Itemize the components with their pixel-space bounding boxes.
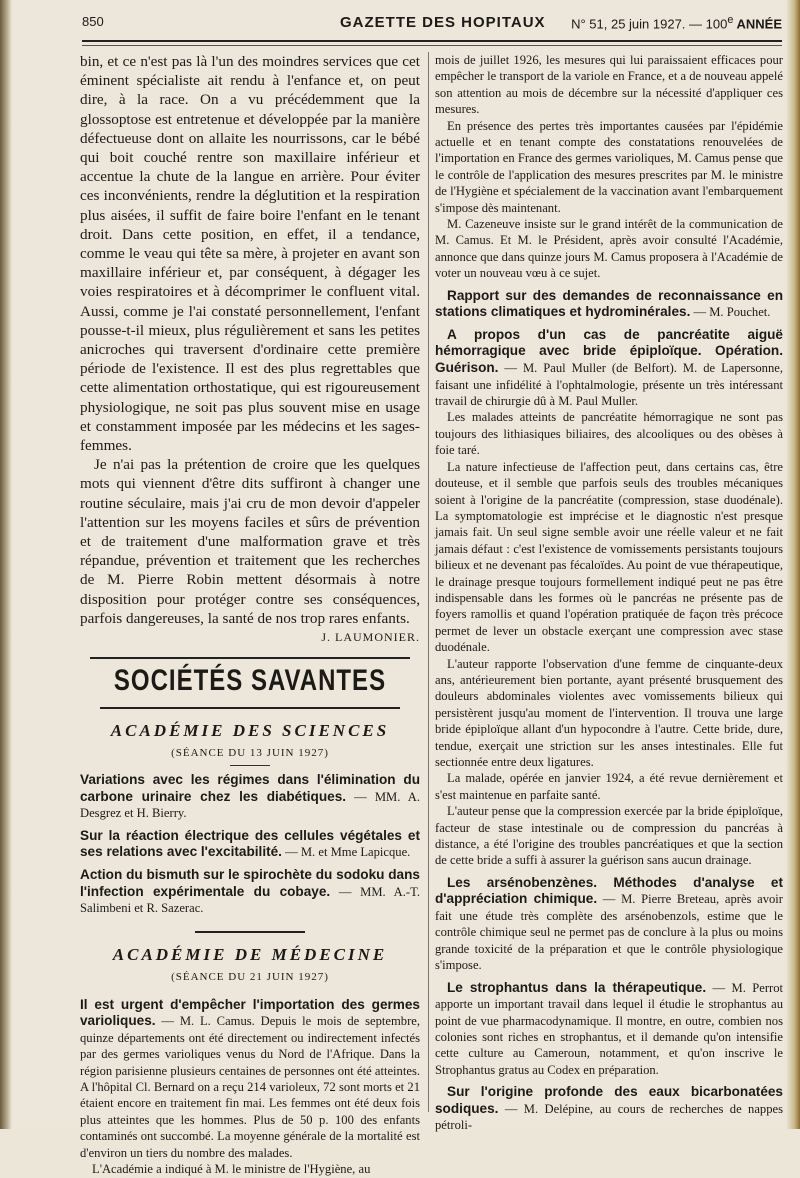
section-rule — [100, 707, 400, 709]
header-rule — [82, 40, 782, 42]
paragraph: En présence des pertes très importantes causées par l'épidémie actuelle et en tenant compte des constatations renouvelées de l'importation en France des germes varioliques, M. Camus pense que le contrôle de l'application des mesures prescrites par M. le ministre de l'Hygiène et spécialement de la vaccination avant l'embarquement s'impose dès maintenant. — [435, 118, 783, 215]
report-title: A propos d'un cas de pancréatite aiguë hémorragique avec bride épiploïque. Opération. Guérison. — [435, 326, 783, 376]
section-heading — [80, 663, 420, 698]
sciences-reports — [80, 772, 420, 916]
header-rule-thin — [82, 45, 782, 46]
paragraph: La malade, opérée en janvier 1924, a été revue dernièrement et s'est maintenue en parfaite santé. — [435, 771, 783, 802]
academy-heading: ACADÉMIE DE MÉDECINE — [112, 944, 388, 964]
report-title: Variations avec les régimes dans l'élimination du carbone urinaire chez les diabétiques. — [80, 772, 420, 804]
paragraph: Les malades atteints de pancréatite hémorragique ne sont pas toujours des lithiasiques biliaires, des alcooliques ou des obèses à foie taré. — [435, 410, 783, 458]
session-date: (SÉANCE DU 13 JUIN 1927) — [171, 747, 329, 760]
paragraph: M. Cazeneuve insiste sur le grand intérêt de la communication de M. Camus. Et M. le Président, après avoir consulté l'Académie, annonce que dans quinze jours M. Camus proposera à l'Académie de voter un nouveau vœu à ce sujet. — [435, 217, 783, 281]
medecine-reports — [80, 997, 420, 1178]
column-divider — [428, 52, 429, 1112]
journal-title: GAZETTE DES HOPITAUX — [340, 14, 546, 31]
paragraph: Je n'ai pas la prétention de croire que les quelques mots qui viennent d'être dits suffiront à changer une routine séculaire, mais j'ai cru de mon devoir d'appeler l'attention sur les moyens faciles et sûrs de prévention et de traitement d'une malformation grave et très répandue, prévention et traitement que les recherches de M. Pierre Robin mettent désormais à notre disposition pour protéger contre ses conséquences, parfois dangereuses, la santé de nos trop rares enfants. — [80, 456, 420, 627]
report-authors: — M. Pouchet. — [690, 305, 771, 320]
running-header — [82, 10, 782, 38]
report-authors: — MM. A. Desgrez et H. Bierry. — [80, 789, 420, 821]
book-spine-shadow — [0, 0, 12, 1129]
divider — [230, 765, 270, 766]
report-authors: — M. et Mme Lapicque. — [281, 845, 411, 860]
report-authors: — MM. A.-T. Salimbeni et R. Sazerac. — [80, 884, 420, 916]
report-title: Rapport sur des demandes de reconnaissance en stations climatiques et hydrominérales. — [435, 287, 783, 320]
issue-date: N° 51, 25 juin 1927. — 100 — [571, 16, 728, 32]
report-text: — M. Paul Muller (de Belfort). M. de Lapersonne, faisant une infidélité à l'ophtalmologie, présente un très intéressant travail de chirurgie dû à M. Paul Muller. — [435, 361, 783, 409]
report-text: — M. Perrot apporte un important travail dans lequel il étudie le strophantus au point de vue pharmacodynamique. Il montre, en outre, combien nos colonies sont riches en strophantus, et il demande qu'on intensifie cette culture au Cameroun, notamment, et qu'on inscrive le Strophantus gratus au Codex en préparation. — [435, 980, 784, 1077]
right-column — [435, 52, 783, 1134]
issue-info — [571, 14, 782, 31]
issue-sup: e — [727, 14, 734, 26]
signature: J. LAUMONIER. — [321, 630, 420, 645]
page-edge — [786, 0, 800, 1129]
report-title: Action du bismuth sur le spirochète du sodoku dans l'infection expérimentale du cobaye. — [80, 867, 420, 899]
report-title: Sur la réaction électrique des cellules végétales et ses relations avec l'excitabilité. — [80, 827, 420, 860]
page-number: 850 — [82, 14, 104, 29]
report-text: — M. L. Camus. Depuis le mois de septembre, quinze départements ont été directement ou indirectement infectés par des germes varioliques venus du Nord de l'Afrique. Dans la région parisienne plusieurs centaines de personnes ont été atteintes. A l'hôpital Cl. Bernard on a reçu 214 varioleux, 72 sont morts et 21 étaient encore en traitement fin mai. Les femmes ont été deux fois plus atteintes que les hommes. Plus de 50 p. 100 des enfants contaminés ont succombé. La moyenne générale de la mortalité est d'environ un tiers du nombre des malades. — [80, 1014, 420, 1160]
societes-savantes-title: SOCIÉTÉS SAVANTES — [113, 663, 387, 698]
paragraph: bin, et ce n'est pas là l'un des moindres services que cet éminent spécialiste ait rendu à l'enfance et, on peut dire, à la race. On a vu précédemment que la glossoptose est entretenue et développée par la manière défectueuse dont on allaite les nourrissons, car le bébé qui boit couché rentre son maxillaire inférieur et accentue la chute de la langue en arrière. Pour éviter ces inconvénients, rendre la déglutition et la respiration plus aisées, il suffit de faire boire l'enfant en le tenant droit. Dans cette position, en effet, il a tendance, comme le veau qui tête sa mère, à projeter en avant son maxillaire inférieur et, par conséquent, à dégager les voies respiratoires et à décomprimer le confluent vital. Aussi, comme je l'ai constaté personnellement, l'enfant pousse-t-il mieux, plus régulièrement et sans les petites anicroches qui traversent d'ordinaire cette première période de l'existence. Il est des plus regrettables que cette alimentation orthostatique, qui est rigoureusement physiologique, ne soit pas plus souvent mise en usage et constamment imposée par les médecins et les sages-femmes. — [80, 53, 420, 455]
academy-heading: ACADÉMIE DES SCIENCES — [110, 721, 390, 741]
report-text: — M. Delépine, au cours de recherches de nappes pétroli- — [435, 1101, 783, 1133]
report-title: Les arsénobenzènes. Méthodes d'analyse et d'appréciation chimique. — [435, 874, 783, 907]
article-laumonier — [80, 52, 420, 647]
report-title: Sur l'origine profonde des eaux bicarbonatées sodiques. — [435, 1084, 783, 1116]
paragraph: L'auteur pense que la compression exercée par la bride épiploïque, facteur de stase intestinale ou de compression du pancréas à distance, a été l'origine des troubles pancréatiques et que la section de cette bride a suffi à assurer la guérison sans aucun drainage. — [435, 804, 783, 868]
paragraph: mois de juillet 1926, les mesures qui lui paraissaient efficaces pour empêcher le transport de la variole en France, et a de nouveau appelé son attention au mois de décembre sur la nécessité d'appliquer ces mesures. — [435, 53, 783, 117]
report-title: Il est urgent d'empêcher l'importation des germes varioliques. — [80, 996, 420, 1029]
section-rule — [90, 657, 410, 659]
session-date: (SÉANCE DU 21 JUIN 1927) — [171, 970, 329, 983]
paragraph: L'Académie a indiqué à M. le ministre de l'Hygiène, au — [92, 1162, 371, 1177]
divider — [195, 931, 305, 933]
report-text: — M. Pierre Breteau, après avoir fait une étude très complète des arsénobenzols, estime que le contrôle chimique seul ne permet pas de conclure à la plus ou moins grande toxicité de la préparation et que le contrôle physiologique s'impose. — [435, 892, 783, 973]
left-column — [80, 52, 420, 1178]
issue-year: ANNÉE — [733, 16, 782, 32]
paragraph: La nature infectieuse de l'affection peut, dans certains cas, être douteuse, et il semble que parfois seuls des troubles mécaniques soient à l'origine de la pancréatite (compression, stase duodénale). La symptomatologie est imprécise et le diagnostic n'est presque jamais fait. Un seul signe semble avoir une réelle valeur et ne fait jamais défaut : c'est l'existence de vomissements persistants toujours bilieux et ne devenant pas fécaloïdes. Au point de vue thérapeutique, le drainage presque toujours formellement indiqué peut ne pas être indispensable dans les formes où le pancréas ne présente pas de foyers ramollis et quand l'opération pratiquée de façon très précoce permet de lever un obstacle exerçant une compression avec stase duodénale. — [435, 459, 783, 655]
report-title: Le strophantus dans la thérapeutique. — [447, 979, 707, 995]
paragraph: L'auteur rapporte l'observation d'une femme de cinquante-deux ans, antérieurement bien portante, ayant présenté brusquement des douleurs abdominales violentes avec vomissements bilieux qui persistèrent jusqu'au moment de l'intervention. Il trouva une large bride épiploïque allant d'un hypocondre à l'autre. Cette bride, dure, tendue, exerçait une striction sur les anses intestinales. Elle fut sectionnée entre deux ligatures. — [435, 656, 783, 769]
